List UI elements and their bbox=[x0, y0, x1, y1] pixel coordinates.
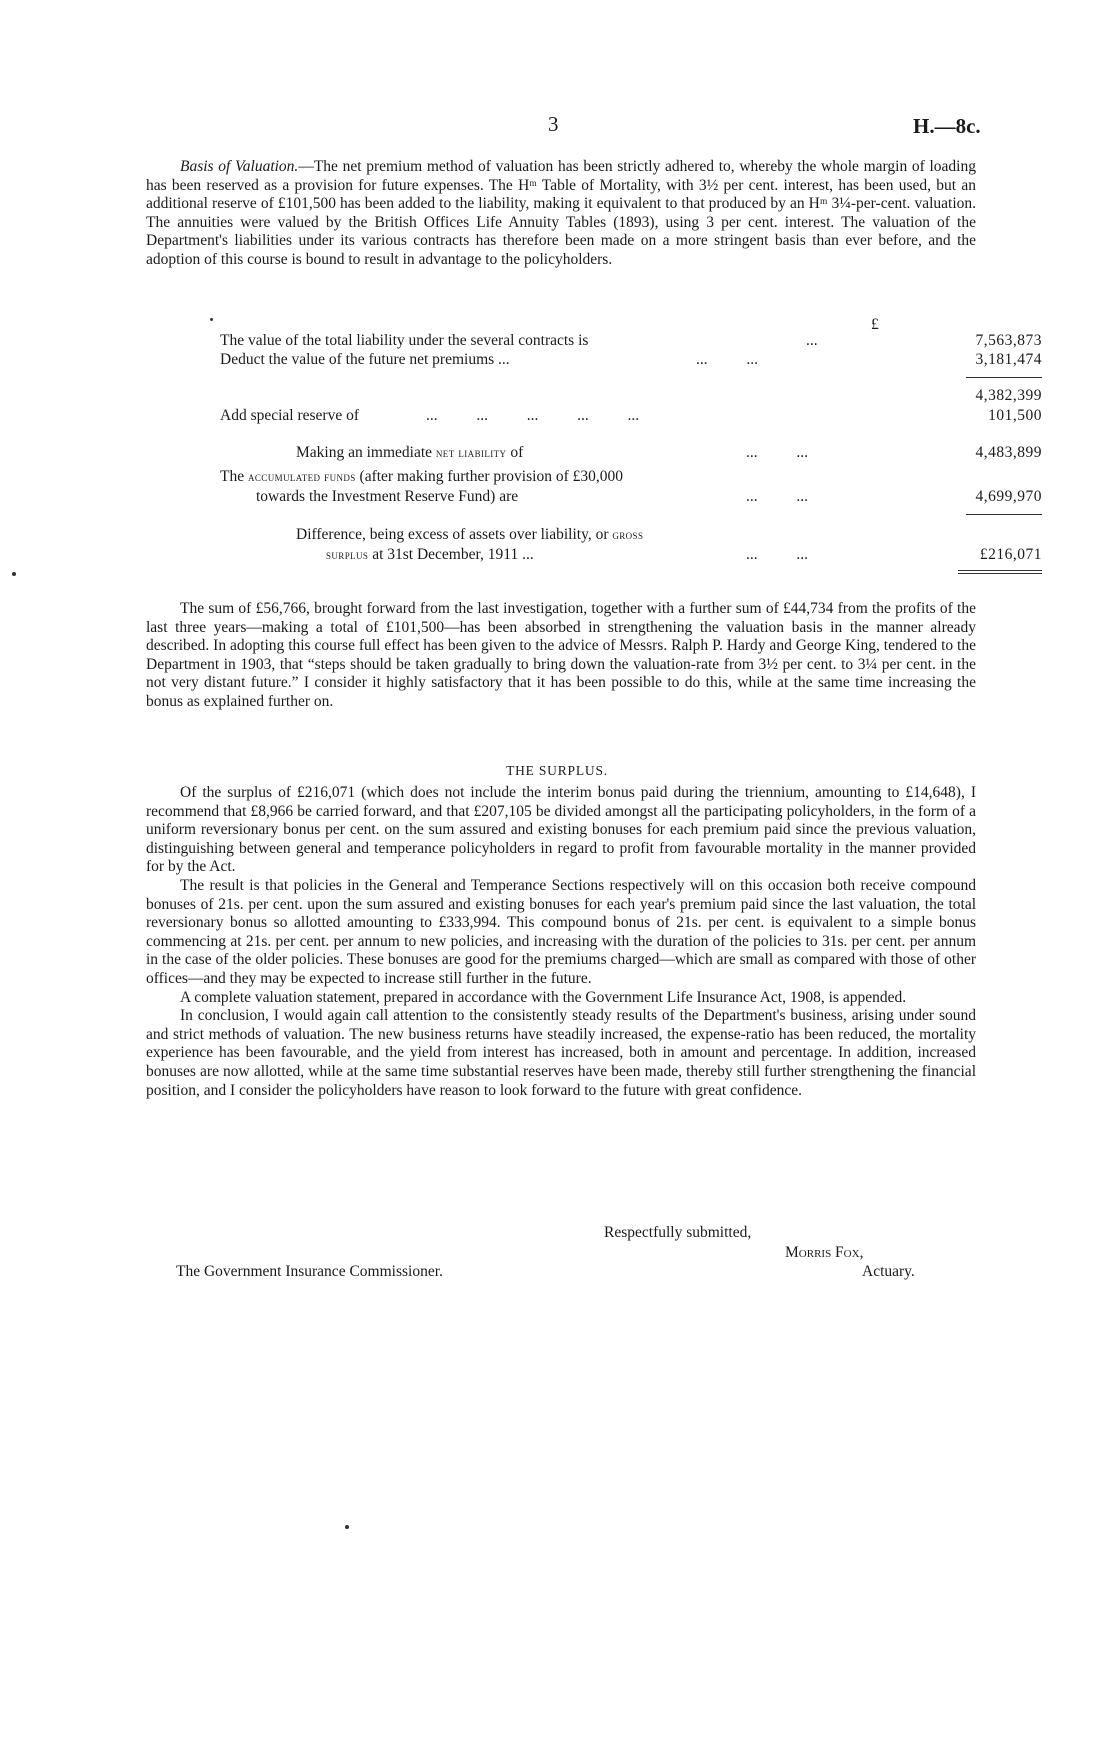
label-part: The bbox=[220, 468, 248, 485]
ledger-amount: 4,699,970 bbox=[975, 488, 1042, 505]
label-part: of bbox=[506, 444, 524, 461]
label-smallcaps: net liability bbox=[435, 445, 507, 460]
ledger-double-rule bbox=[958, 573, 1042, 574]
ledger-row-label bbox=[296, 526, 643, 545]
surplus-paragraph: Of the surplus of £216,071 (which does not include the interim bonus paid during the triennium, amounting to £14,648), I recommend that £8,966 be carried forward, and that £207,105 be divided amongst all the participating policyholders, in the form of a uniform reversionary bonus per cent. on the sum assured and existing bonuses for each premium paid since the previous valuation, distinguishing between general and temperance policyholders in regard to profit from favourable mortality in the manner provided for by the Act. bbox=[146, 784, 976, 876]
submitted-line: Respectfully submitted, bbox=[604, 1224, 752, 1241]
currency-symbol: £ bbox=[871, 316, 879, 333]
ledger-row-label: Deduct the value of the future net premiums ... bbox=[220, 351, 510, 368]
basis-paragraph bbox=[146, 158, 976, 270]
ledger-rule bbox=[966, 514, 1042, 515]
ledger-dots: ... ... bbox=[746, 444, 808, 461]
label-part: Difference, being excess of assets over liability, or bbox=[296, 526, 609, 543]
ledger-amount: 101,500 bbox=[988, 407, 1042, 424]
ledger-amount-total: £216,071 bbox=[979, 546, 1042, 563]
ledger-row-label bbox=[296, 444, 523, 463]
label-part: at 31st December, 1911 ... bbox=[368, 546, 534, 563]
ledger-double-rule bbox=[958, 570, 1042, 571]
ledger-dots: ... ... bbox=[746, 488, 808, 505]
surplus-paragraph: A complete valuation statement, prepared in accordance with the Government Life Insurance Act, 1908, is appended. bbox=[180, 988, 907, 1006]
surplus-section bbox=[146, 784, 976, 1100]
label-smallcaps: gross bbox=[612, 527, 644, 542]
label-smallcaps: surplus bbox=[326, 547, 369, 562]
ledger-amount: 4,483,899 bbox=[975, 444, 1042, 461]
ledger-row-label bbox=[326, 546, 534, 565]
ledger-dots: ... ... bbox=[696, 351, 758, 368]
page-number: 3 bbox=[548, 112, 559, 136]
ledger-amount: 3,181,474 bbox=[975, 351, 1042, 368]
scan-speck bbox=[210, 318, 213, 321]
ledger-row-label: The value of the total liability under the several contracts is bbox=[220, 332, 589, 349]
ledger-row-label: towards the Investment Reserve Fund) are bbox=[256, 488, 519, 505]
label-part: Making an immediate bbox=[296, 444, 436, 461]
label-part: (after making further provision of £30,000 bbox=[355, 468, 623, 485]
ledger-amount: 7,563,873 bbox=[975, 332, 1042, 349]
scan-speck bbox=[12, 572, 16, 576]
ledger-row-label bbox=[220, 468, 623, 487]
scan-speck bbox=[345, 1525, 349, 1529]
ledger-dots: ... bbox=[806, 332, 818, 349]
ledger-rule bbox=[966, 377, 1042, 378]
ledger-row-label: Add special reserve of bbox=[220, 407, 360, 424]
sum-paragraph: The sum of £56,766, brought forward from the last investigation, together with a further sum of £44,734 from the profits of the last three years—making a total of £101,500—has been absorbed in strengthening the valuation basis in the manner already described. In adopting this course full effect has been given to the advice of Messrs. Ralph P. Hardy and George King, tendered to the Department in 1903, that “steps should be taken gradually to bring down the valuation-rate from 3½ per cent. to 3¼ per cent. in the not very distant future.” I consider it highly satisfactory that it has been possible to do this, while at the same time increasing the bonus as explained further on. bbox=[146, 600, 976, 710]
page-code: H.—8c. bbox=[913, 114, 981, 138]
addressee: The Government Insurance Commissioner. bbox=[176, 1263, 443, 1280]
surplus-paragraph: In conclusion, I would again call attention to the consistently steady results of the Department's business, arising under sound and strict methods of valuation. The new business returns have steadily increased, the expense-ratio has been reduced, the mortality experience has been favourable, and the yield from interest has increased, both in amount and percentage. In addition, increased bonuses are now allotted, while at the same time substantial reserves have been made, thereby still further strengthening the financial position, and I consider the policyholders have reason to look forward to the future with great confidence. bbox=[146, 1007, 976, 1099]
label-smallcaps: accumulated funds bbox=[247, 469, 356, 484]
ledger-dots: ... ... bbox=[746, 546, 808, 563]
ledger-amount: 4,382,399 bbox=[975, 387, 1042, 404]
signatory-name: Morris Fox, bbox=[785, 1244, 864, 1261]
basis-text: —The net premium method of valuation has been strictly adhered to, whereby the whole margin of loading has been reserved as a provision for future expenses. The Hᵐ Table of Mortality, with 3½ per cent. interest, has been used, but an additional reserve of £101,500 has been added to the liability, making it equivalent to that produced by an Hᵐ 3¼-per-cent. valuation. The annuities were valued by the British Offices Life Annuity Tables (1893), using 3 per cent. interest. The valuation of the Department's liabilities under its various contracts has therefore been made on a more stringent basis than ever before, and the adoption of this course is bound to result in advantage to the policyholders. bbox=[146, 158, 976, 268]
ledger-dots: ... ... ... ... ... bbox=[426, 407, 640, 424]
basis-heading: Basis of Valuation. bbox=[180, 158, 299, 175]
surplus-paragraph: The result is that policies in the General and Temperance Sections respectively will on this occasion both receive compound bonuses of 21s. per cent. upon the sum assured and existing bonuses for each year's premium paid since the last valuation, the total reversionary bonus so allotted amounting to £333,994. This compound bonus of 21s. per cent. is equivalent to a simple bonus commencing at 21s. per cent. per annum to new policies, and increasing with the duration of the policies to 31s. per cent. per annum in the case of the older policies. These bonuses are good for the premiums charged—which are small as compared with those of other offices—and they may be expected to increase still further in the future. bbox=[146, 876, 976, 987]
section-title: THE SURPLUS. bbox=[506, 763, 608, 778]
signatory-title: Actuary. bbox=[862, 1263, 915, 1280]
